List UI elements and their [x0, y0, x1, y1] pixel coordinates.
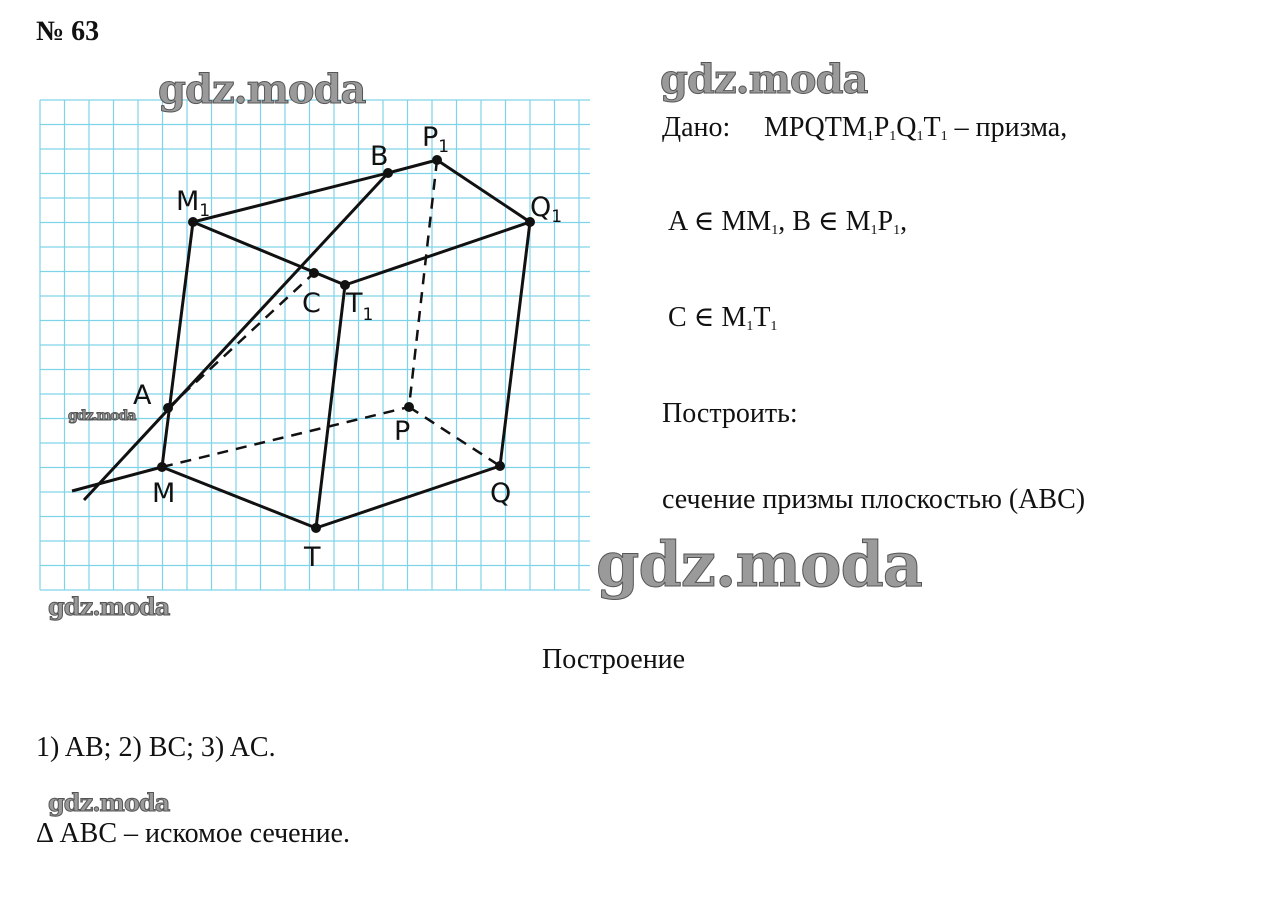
point-c: [309, 268, 319, 278]
watermark-logo: gdz.moda: [48, 788, 170, 817]
label-t: T: [304, 542, 321, 573]
construction-steps: 1) AB; 2) BC; 3) AC.: [36, 732, 276, 763]
label-q1: $Q_1$: [530, 192, 563, 227]
hidden-edges: [162, 160, 500, 467]
point-m1: [188, 217, 198, 227]
edge-m1t1: [193, 222, 345, 285]
problem-number: № 63: [36, 16, 100, 47]
label-p1: $P_1$: [422, 122, 450, 157]
given-label: Дано:: [662, 112, 731, 143]
edge-p1q1: [437, 160, 530, 222]
edge-bp1: [388, 160, 437, 173]
point-t: [311, 523, 321, 533]
task-label: Построить:: [662, 398, 798, 429]
watermark-logo: gdz.moda: [48, 592, 170, 621]
solid-edges: [72, 160, 530, 528]
extension-m: [72, 467, 162, 491]
edge-q1q: [500, 222, 530, 466]
label-q: Q: [490, 478, 512, 509]
construction-heading: Построение: [542, 644, 686, 675]
label-t1: $T_1$: [346, 288, 374, 325]
point-a: [163, 403, 173, 413]
watermark-logo: gdz.moda: [158, 66, 366, 113]
edge-mt: [162, 467, 316, 528]
given-condition-c: C ∈ $M_1T_1$: [668, 302, 778, 334]
grid-paper: [40, 100, 590, 590]
label-m: M: [152, 478, 176, 509]
task-text: сечение призмы плоскостью (ABC): [662, 484, 1086, 515]
label-p: P: [394, 416, 411, 447]
point-m: [157, 462, 167, 472]
watermark-logo: gdz.moda: [596, 528, 922, 601]
label-b: B: [370, 141, 389, 172]
construction-conclusion: Δ ABC – искомое сечение.: [36, 818, 350, 849]
label-a: A: [133, 380, 152, 411]
edge-q1t1: [345, 222, 530, 285]
segment-ac: [168, 273, 314, 408]
points: [157, 155, 535, 533]
label-m1: $M_1$: [176, 186, 211, 221]
label-c: C: [302, 288, 321, 319]
point-p: [404, 402, 414, 412]
given-prism: $MPQTM_1P_1Q_1T_1$ – призма,: [764, 112, 1068, 144]
edge-pq: [409, 407, 500, 466]
point-q: [495, 461, 505, 471]
watermark-logo: gdz.moda: [68, 408, 136, 424]
given-condition-ab: A ∈ $MM_1$, B ∈ $M_1P_1$,: [668, 206, 908, 238]
watermark-logo: gdz.moda: [660, 56, 868, 103]
